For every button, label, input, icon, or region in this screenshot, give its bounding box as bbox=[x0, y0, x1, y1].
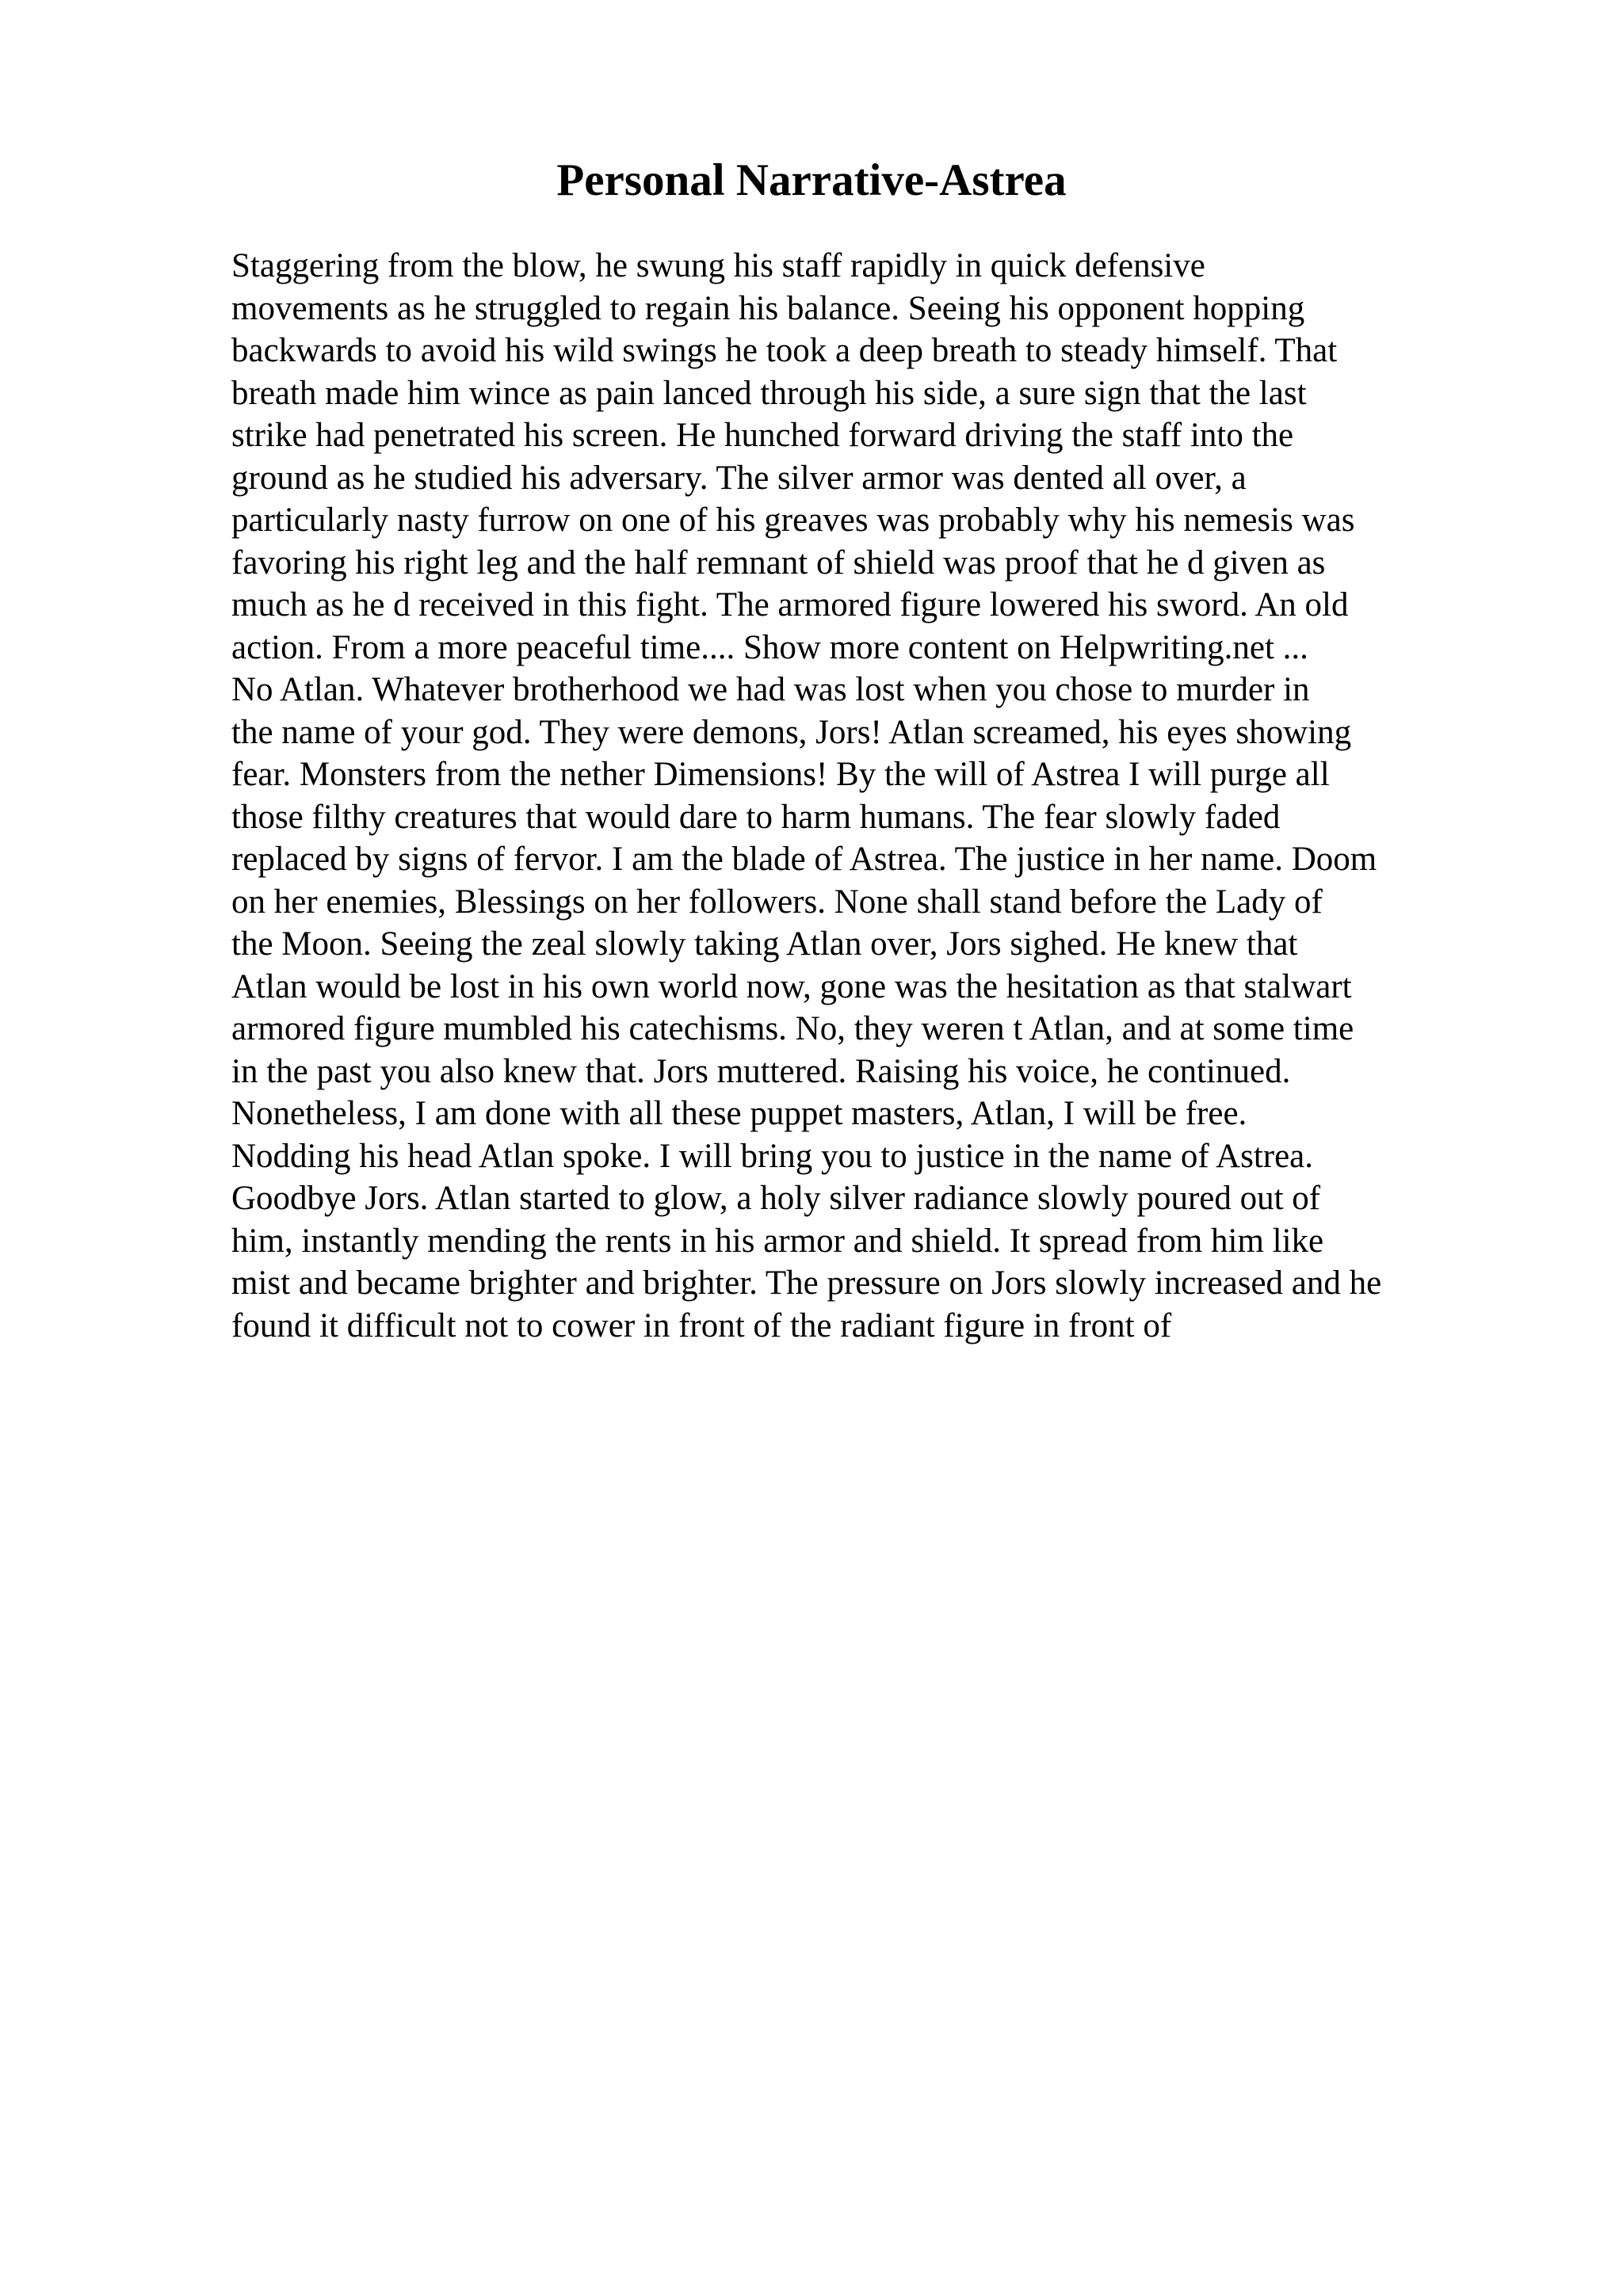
body-text-line: particularly nasty furrow on one of his greaves was probably why his nemesis was bbox=[231, 502, 1355, 539]
body-text-line: ground as he studied his adversary. The silver armor was dented all over, a bbox=[231, 459, 1247, 497]
body-text-line: those filthy creatures that would dare to harm humans. The fear slowly faded bbox=[231, 798, 1281, 836]
body-text-line: in the past you also knew that. Jors muttered. Raising his voice, he continued. bbox=[231, 1052, 1291, 1090]
body-text-line: Atlan would be lost in his own world now, gone was the hesitation as that stalwart bbox=[231, 967, 1352, 1005]
body-text-line: armored figure mumbled his catechisms. No, they weren t Atlan, and at some time bbox=[231, 1010, 1354, 1047]
body-text-line: breath made him wince as pain lanced through his side, a sure sign that the last bbox=[231, 374, 1307, 412]
body-text-line: movements as he struggled to regain his balance. Seeing his opponent hopping bbox=[231, 289, 1305, 327]
body-text-line: replaced by signs of fervor. I am the blade of Astrea. The justice in her name. Doom bbox=[231, 841, 1377, 878]
body-text-line: on her enemies, Blessings on her followers. None shall stand before the Lady of bbox=[231, 883, 1323, 921]
body-text-line: the Moon. Seeing the zeal slowly taking Atlan over, Jors sighed. He knew that bbox=[231, 925, 1298, 963]
body-text-line: backwards to avoid his wild swings he took a deep breath to steady himself. That bbox=[231, 332, 1338, 369]
body-text-line: the name of your god. They were demons, Jors! Atlan screamed, his eyes showing bbox=[231, 713, 1352, 751]
body-text-line: Nodding his head Atlan spoke. I will bring you to justice in the name of Astrea. bbox=[231, 1137, 1314, 1175]
body-text-line: Staggering from the blow, he swung his staff rapidly in quick defensive bbox=[231, 247, 1205, 284]
document-body bbox=[231, 245, 1515, 1347]
body-text-line: much as he d received in this fight. The armored figure lowered his sword. An old bbox=[231, 586, 1349, 624]
body-text-line: found it difficult not to cower in front of the radiant figure in front of bbox=[231, 1306, 1172, 1344]
body-text-line: mist and became brighter and brighter. The pressure on Jors slowly increased and he bbox=[231, 1264, 1382, 1302]
body-text-line: Nonetheless, I am done with all these puppet masters, Atlan, I will be free. bbox=[231, 1095, 1247, 1132]
body-text-line: strike had penetrated his screen. He hunched forward driving the staff into the bbox=[231, 417, 1294, 454]
body-text-line: him, instantly mending the rents in his armor and shield. It spread from him like bbox=[231, 1222, 1324, 1260]
document-title: Personal Narrative-Astrea bbox=[556, 155, 1067, 205]
body-text-line: favoring his right leg and the half remnant of shield was proof that he d given as bbox=[231, 543, 1326, 582]
body-text-line: action. From a more peaceful time.... Show more content on Helpwriting.net ... bbox=[231, 628, 1308, 666]
body-text-line: Goodbye Jors. Atlan started to glow, a holy silver radiance slowly poured out of bbox=[231, 1180, 1321, 1217]
body-text-line: No Atlan. Whatever brotherhood we had was lost when you chose to murder in bbox=[231, 671, 1310, 708]
body-text-line: fear. Monsters from the nether Dimensions! By the will of Astrea I will purge all bbox=[231, 756, 1330, 793]
